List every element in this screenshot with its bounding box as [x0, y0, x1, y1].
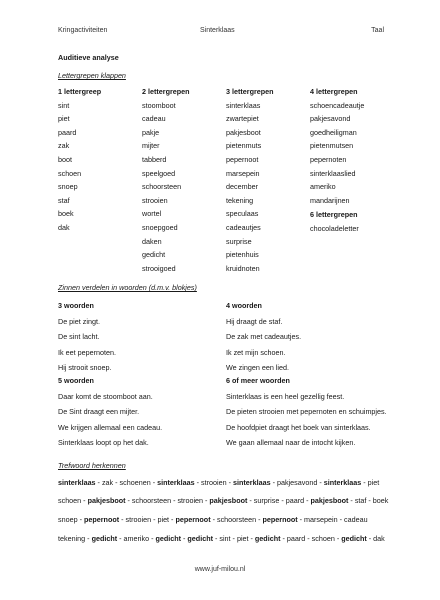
sentence-group-4 — [226, 298, 301, 376]
sentence-item: De zak met cadeautjes. — [226, 332, 302, 341]
keyword-line — [58, 516, 368, 523]
word-item: schoencadeautje — [310, 100, 365, 110]
keyword-filler: - surprise - paard - — [247, 496, 311, 505]
keyword-filler: - zak - schoenen - — [95, 478, 158, 487]
word-item: pakjesboot — [226, 127, 261, 137]
keyword-highlight: pakjesboot — [87, 496, 126, 505]
word-item: marsepein — [226, 168, 260, 178]
word-item: snoepgoed — [142, 222, 178, 232]
keyword-highlight: gedicht — [254, 534, 281, 543]
word-item: pakjesavond — [310, 114, 351, 124]
sentence-item: We zingen een lied. — [226, 363, 289, 372]
keyword-highlight: gedicht — [155, 534, 182, 543]
sentence-item: We gaan allemaal naar de intocht kijken. — [226, 438, 356, 447]
word-item: pakje — [142, 127, 160, 137]
keyword-highlight: pepernoot — [175, 515, 211, 524]
header-center: Sinterklaas — [200, 27, 235, 34]
group-heading: 5 woorden — [58, 376, 94, 385]
sentence-item: De sint lacht. — [58, 332, 100, 341]
keyword-highlight: sinterklaas — [157, 478, 195, 487]
sentence-item: We krijgen allemaal een cadeau. — [58, 422, 163, 432]
word-item: pietenhuis — [226, 250, 259, 260]
sentence-item: Sinterklaas is een heel gezellig feest. — [226, 391, 345, 401]
keyword-filler: - ameriko - — [117, 534, 156, 543]
keyword-filler: - schoorsteen - — [210, 515, 263, 524]
keyword-line — [58, 497, 388, 504]
keyword-filler: - piet — [361, 478, 380, 487]
sentence-item: De piet zingt. — [58, 316, 100, 326]
word-item: december — [226, 182, 258, 192]
word-item: goedheiligman — [310, 127, 357, 137]
keyword-highlight: pepernoot — [83, 515, 120, 524]
column-heading: 4 lettergrepen — [310, 87, 358, 96]
column-heading: 2 lettergrepen — [142, 87, 190, 96]
word-item: speelgoed — [142, 168, 176, 178]
sentence-group-5 — [58, 373, 162, 451]
keyword-line — [58, 479, 379, 486]
header-right: Taal — [371, 27, 384, 34]
sentence-item: Daar komt de stoomboot aan. — [58, 391, 153, 401]
syllable-column-4 — [310, 85, 364, 207]
word-item: paard — [58, 127, 77, 137]
group-heading: 3 woorden — [58, 301, 94, 310]
keyword-highlight: pakjesboot — [209, 496, 248, 505]
keyword-filler: - paard - schoen - — [280, 534, 342, 543]
syllable-column-6 — [310, 208, 359, 235]
word-item: strooigoed — [142, 263, 176, 273]
sentence-item: Hij strooit snoep. — [58, 363, 112, 372]
word-item: sinterklaas — [226, 100, 261, 110]
word-item: boot — [58, 154, 72, 164]
section-title-zinnen: Zinnen verdelen in woorden (d.m.v. blokjes) — [58, 283, 197, 292]
column-heading: 3 lettergrepen — [226, 87, 274, 96]
sentence-item: Hij draagt de staf. — [226, 316, 283, 326]
keyword-filler: - strooien - — [194, 478, 234, 487]
word-item: sint — [58, 100, 70, 110]
section-title-lettergrepen: Lettergrepen klappen — [58, 71, 126, 80]
word-item: cadeautjes — [226, 222, 261, 232]
keyword-highlight: sinterklaas — [233, 478, 271, 487]
word-item: mandarijnen — [310, 195, 350, 205]
keyword-filler: schoen - — [58, 496, 88, 505]
keyword-highlight: pakjesboot — [310, 496, 349, 505]
keyword-filler: - pakjesavond - — [270, 478, 324, 487]
word-item: cadeau — [142, 114, 166, 124]
syllable-column-3 — [226, 85, 274, 275]
page-header — [58, 27, 384, 37]
keyword-highlight: pepernoot — [262, 515, 298, 524]
word-item: pepernoot — [226, 154, 259, 164]
keyword-filler: snoep - — [58, 515, 84, 524]
keyword-filler: - dak — [366, 534, 385, 543]
keyword-line — [58, 535, 385, 542]
keyword-highlight: gedicht — [187, 534, 213, 543]
word-item: staf — [58, 195, 70, 205]
group-heading: 6 of meer woorden — [226, 376, 290, 385]
word-item: gedicht — [142, 250, 166, 260]
sentence-item: Sinterklaas loopt op het dak. — [58, 438, 149, 447]
word-item: pietenmutsen — [310, 141, 354, 151]
sentence-item: De Sint draagt een mijter. — [58, 407, 140, 416]
header-left: Kringactiviteiten — [58, 27, 108, 34]
sentence-item: Ik zet mijn schoen. — [226, 347, 286, 357]
keyword-filler: - sint - piet - — [212, 534, 255, 543]
column-heading: 6 lettergrepen — [310, 210, 358, 219]
word-item: kruidnoten — [226, 263, 260, 273]
word-item: strooien — [142, 195, 168, 205]
word-item: dak — [58, 222, 70, 232]
word-item: pepernoten — [310, 154, 347, 164]
word-item: zak — [58, 141, 70, 151]
section-title-trefwoord: Trefwoord herkennen — [58, 461, 126, 470]
sentence-group-3 — [58, 298, 116, 376]
sentence-group-6-plus — [226, 373, 387, 451]
keyword-filler: tekening - — [58, 534, 92, 543]
word-item: zwartepiet — [226, 114, 259, 124]
sentence-item: De pieten strooien met pepernoten en schuimpjes. — [226, 407, 387, 416]
keyword-highlight: gedicht — [91, 534, 118, 543]
keyword-filler: - — [181, 534, 188, 543]
word-item: schoorsteen — [142, 182, 182, 192]
word-item: schoen — [58, 168, 82, 178]
word-item: wortel — [142, 209, 162, 219]
syllable-column-2 — [142, 85, 190, 275]
word-item: speculaas — [226, 209, 259, 219]
word-item: tabberd — [142, 154, 167, 164]
footer-url: www.juf-milou.nl — [194, 566, 246, 573]
word-item: daken — [142, 236, 162, 246]
keyword-filler: - marsepein - cadeau — [297, 515, 368, 524]
syllable-column-1 — [58, 85, 101, 235]
word-item: piet — [58, 114, 70, 124]
word-item: pietenmuts — [226, 141, 262, 151]
sentence-item: De hoofdpiet draagt het boek van sinterklaas. — [226, 422, 371, 432]
word-item: snoep — [58, 182, 78, 192]
group-heading: 4 woorden — [226, 301, 262, 310]
keyword-highlight: sinterklaas — [323, 478, 362, 487]
word-item: ameriko — [310, 182, 336, 192]
word-item: boek — [58, 209, 74, 219]
word-item: chocoladeletter — [310, 223, 359, 233]
page-title: Auditieve analyse — [58, 53, 119, 62]
keyword-filler: - strooien - piet - — [119, 515, 176, 524]
sentence-item: Ik eet pepernoten. — [58, 347, 116, 357]
word-item: mijter — [142, 141, 160, 151]
word-item: sinterklaaslied — [310, 168, 356, 178]
word-item: stoomboot — [142, 100, 176, 110]
column-heading: 1 lettergreep — [58, 87, 102, 96]
keyword-filler: - schoorsteen - strooien - — [125, 496, 210, 505]
word-item: tekening — [226, 195, 254, 205]
keyword-highlight: gedicht — [341, 534, 367, 543]
word-item: surprise — [226, 236, 252, 246]
keyword-highlight: sinterklaas — [58, 478, 96, 487]
keyword-filler: - staf - boek — [348, 496, 389, 505]
